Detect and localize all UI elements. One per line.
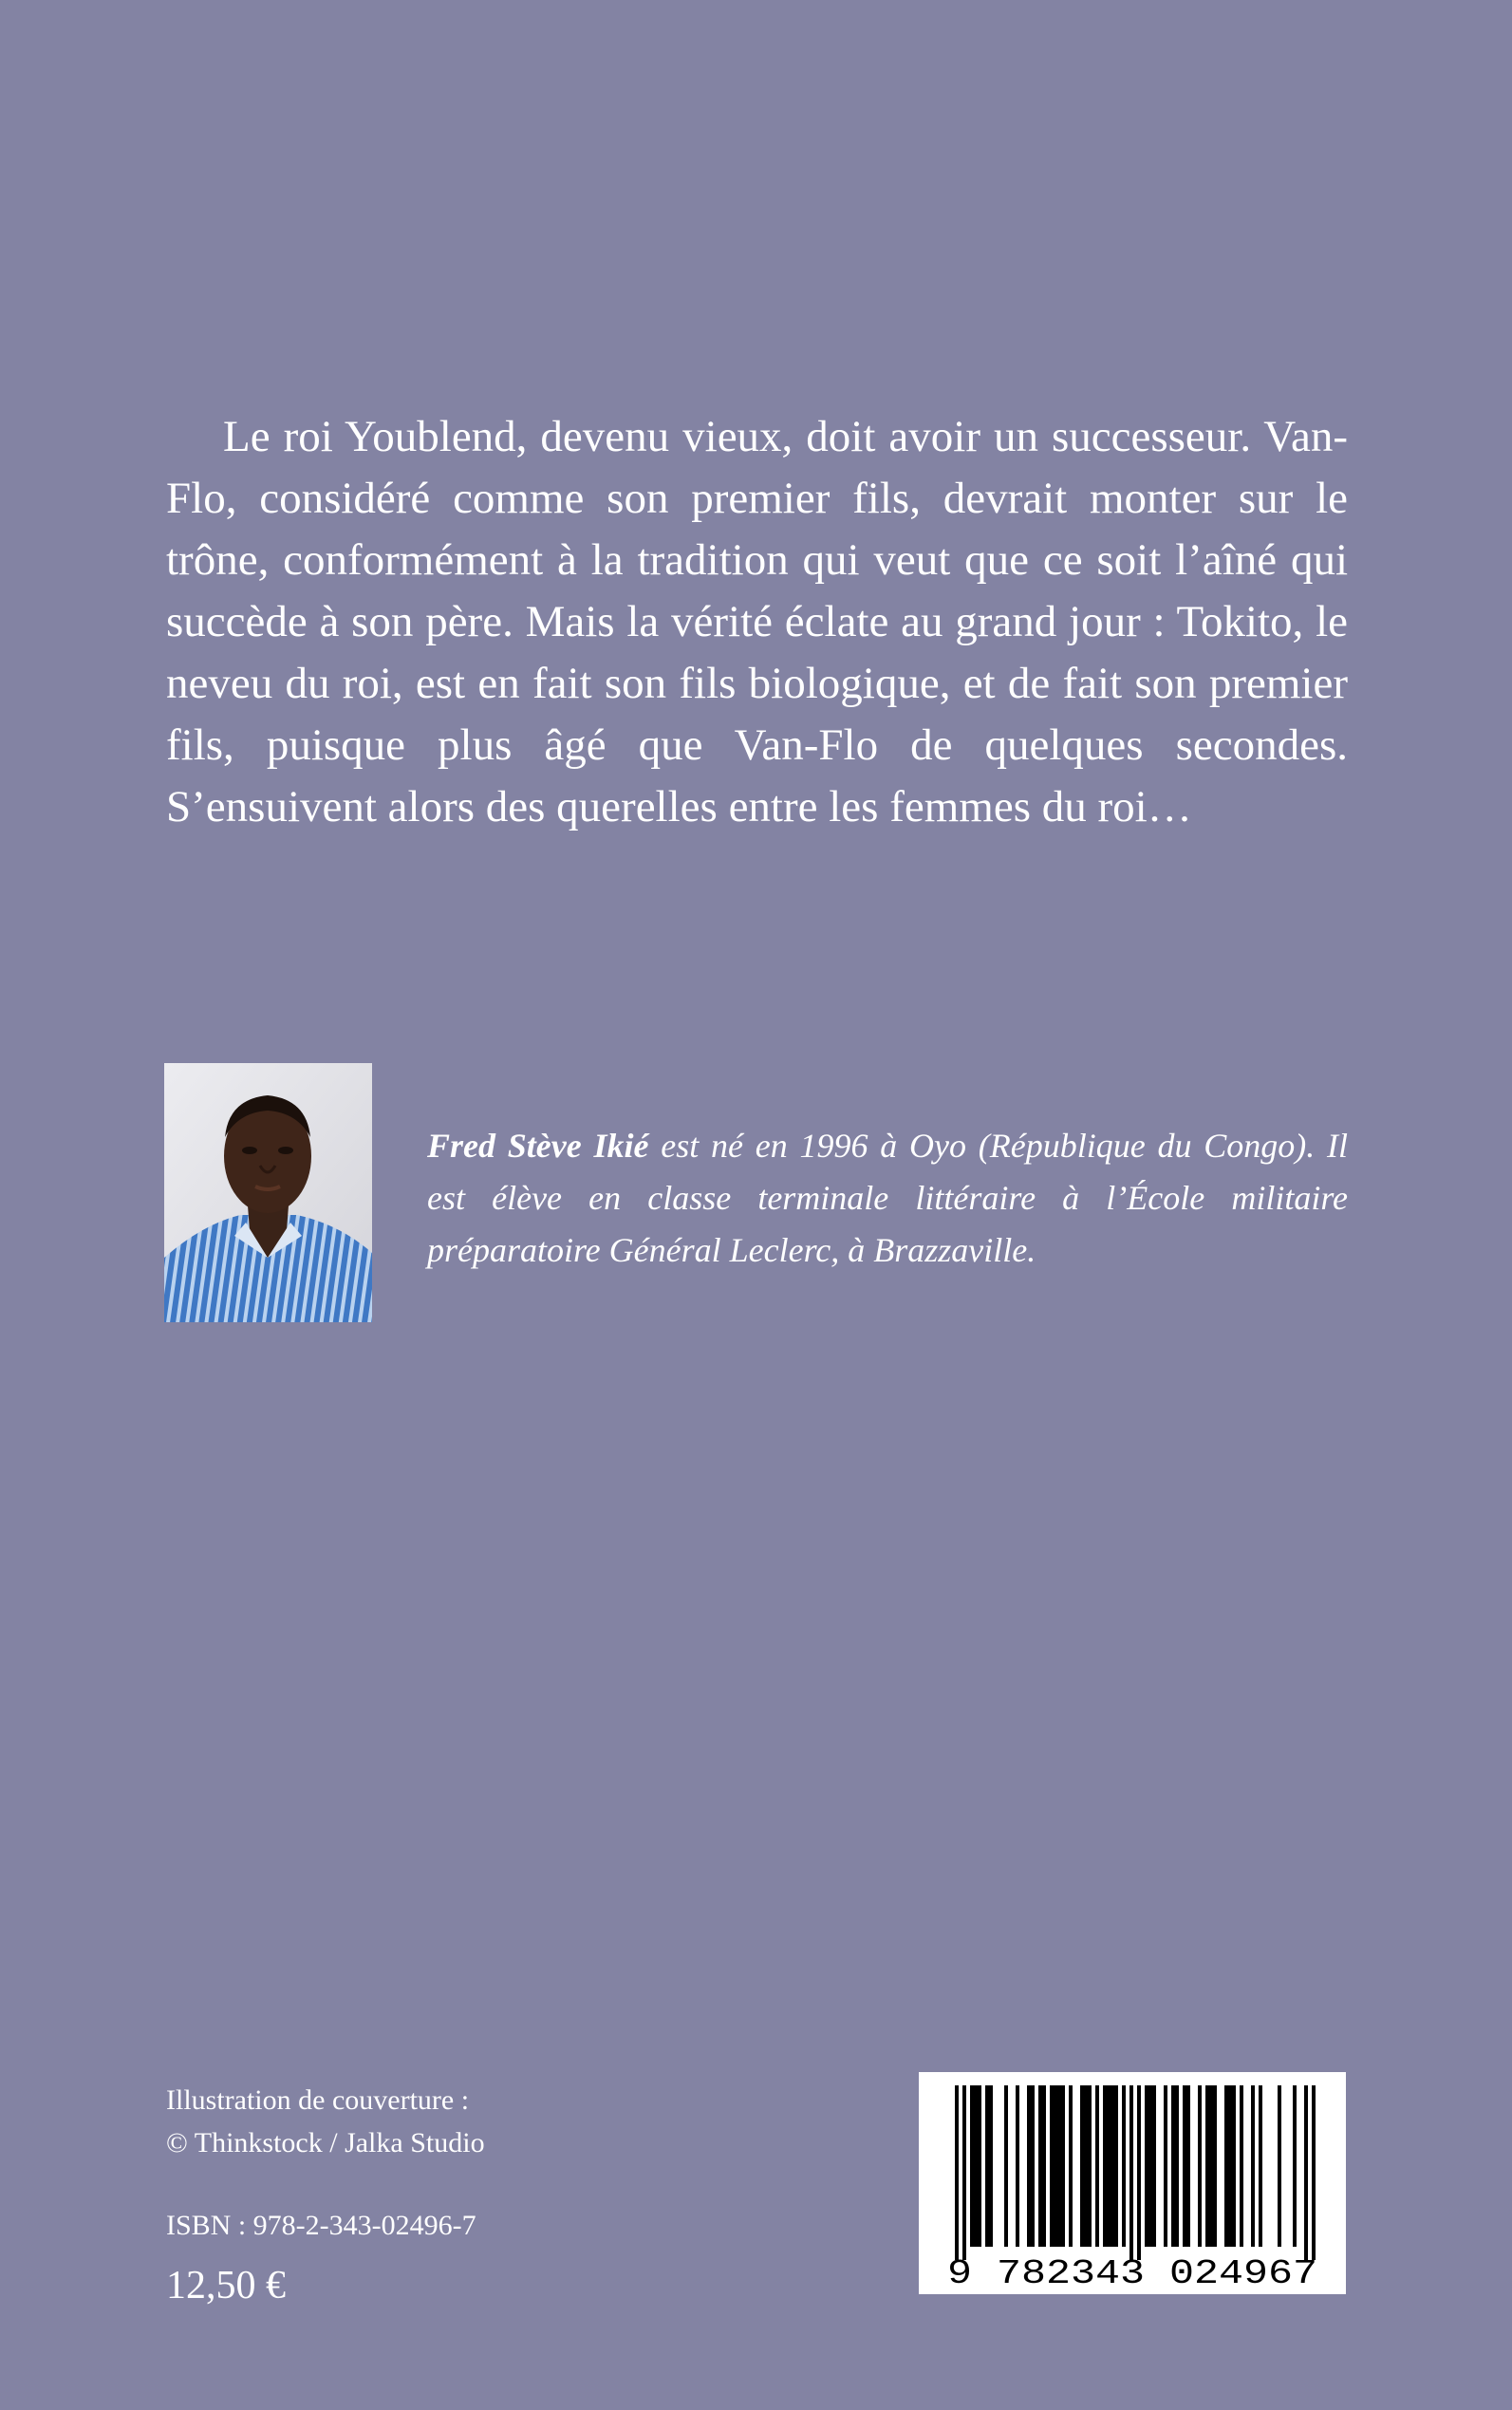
- barcode-bar: [1038, 2085, 1042, 2247]
- barcode-bar: [1057, 2085, 1061, 2247]
- barcode-bar: [1137, 2085, 1141, 2260]
- barcode-bar: [1164, 2085, 1167, 2247]
- barcode-bars: [955, 2085, 1316, 2260]
- barcode-bar: [1171, 2085, 1175, 2247]
- barcode-bar: [1251, 2085, 1255, 2247]
- barcode-bar: [1228, 2085, 1232, 2247]
- barcode-bar: [1111, 2085, 1114, 2247]
- isbn-number: ISBN : 978-2-343-02496-7: [166, 2210, 476, 2241]
- barcode-bar: [970, 2085, 974, 2247]
- barcode-bar: [1224, 2085, 1228, 2247]
- barcode-bar: [1054, 2085, 1057, 2247]
- barcode-bar: [1031, 2085, 1035, 2247]
- barcode-bar: [1042, 2085, 1046, 2247]
- barcode-bar: [1114, 2085, 1118, 2247]
- barcode-bar: [1122, 2085, 1126, 2247]
- barcode-bar: [1069, 2085, 1073, 2247]
- barcode-bar: [1304, 2085, 1308, 2260]
- barcode-bar: [1145, 2085, 1148, 2247]
- barcode-bar: [1107, 2085, 1111, 2247]
- author-bio: [427, 1120, 1348, 1277]
- barcode-bar: [1240, 2085, 1243, 2247]
- barcode-bar: [1312, 2085, 1316, 2260]
- barcode-bar: [989, 2085, 993, 2247]
- barcode-digits: 9 782343 024967: [947, 2254, 1317, 2293]
- barcode-bar: [1095, 2085, 1099, 2247]
- barcode-bar: [1027, 2085, 1031, 2247]
- barcode-bar: [1050, 2085, 1054, 2247]
- credits-line-2: © Thinkstock / Jalka Studio: [166, 2127, 485, 2158]
- barcode-bar: [1152, 2085, 1156, 2247]
- barcode-bar: [978, 2085, 981, 2247]
- author-bio-text: est né en 1996 à Oyo (République du Congo). Il est élève en classe terminale littéraire à l’École militaire préparatoire Général Leclerc, à Brazzaville.: [427, 1127, 1348, 1269]
- barcode-bar: [1016, 2085, 1019, 2247]
- barcode-bar: [955, 2085, 959, 2260]
- author-photo: [164, 1063, 372, 1322]
- author-name: Fred Stève Ikié: [427, 1127, 649, 1165]
- barcode-bar: [1148, 2085, 1152, 2247]
- barcode-bar: [1209, 2085, 1213, 2247]
- barcode-bar: [1103, 2085, 1107, 2247]
- price: 12,50 €: [166, 2264, 286, 2307]
- barcode-bar: [1084, 2085, 1088, 2247]
- barcode-bar: [1213, 2085, 1217, 2247]
- back-cover-blurb: Le roi Youblend, devenu vieux, doit avoir un successeur. Van-Flo, considéré comme son premier fils, devrait monter sur le trône, conformément à la tradition qui veut que ce soit l’aîné qui succède à son père. Mais la vérité éclate au grand jour : Tokito, le neveu du roi, est en fait son fils biologique, et de fait son premier fils, puisque plus âgé que Van-Flo de quelques secondes. S’ensuivent alors des querelles entre les femmes du roi…: [166, 412, 1348, 831]
- barcode-bar: [1183, 2085, 1186, 2247]
- barcode-bar: [1198, 2085, 1202, 2247]
- barcode-bar: [1175, 2085, 1179, 2247]
- barcode: [919, 2072, 1346, 2294]
- barcode-bar: [974, 2085, 978, 2247]
- barcode-bar: [1061, 2085, 1065, 2247]
- barcode-bar: [1129, 2085, 1133, 2260]
- barcode-bar: [1088, 2085, 1092, 2247]
- barcode-bar: [962, 2085, 966, 2260]
- barcode-bar: [1186, 2085, 1190, 2247]
- cover-credits: [166, 2079, 485, 2164]
- barcode-bar: [985, 2085, 989, 2247]
- barcode-bar: [1232, 2085, 1236, 2247]
- barcode-bar: [1004, 2085, 1008, 2247]
- barcode-bar: [1259, 2085, 1262, 2247]
- barcode-bar: [1080, 2085, 1084, 2247]
- barcode-bar: [1278, 2085, 1281, 2247]
- barcode-bar: [1293, 2085, 1297, 2247]
- credits-line-1: Illustration de couverture :: [166, 2084, 470, 2116]
- barcode-bar: [1205, 2085, 1209, 2247]
